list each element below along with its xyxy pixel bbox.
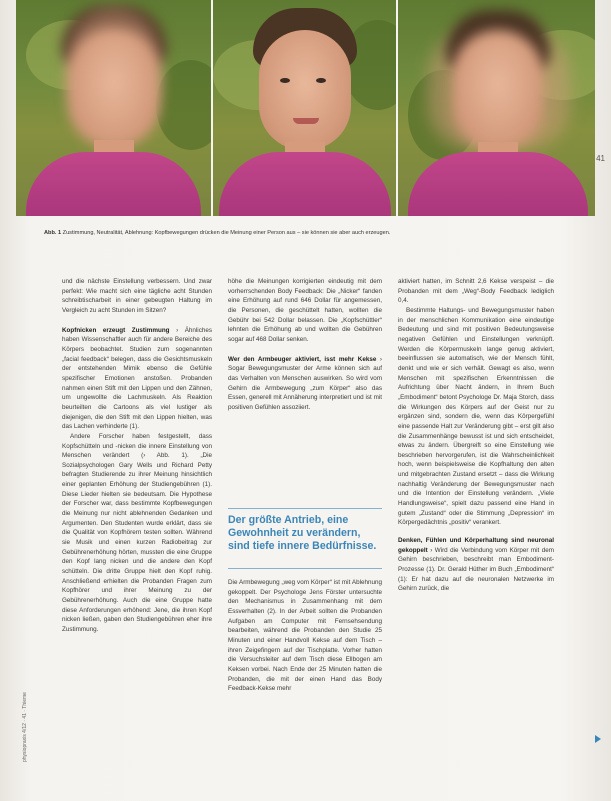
- caption-text: Zustimmung, Neutralität, Ablehnung: Kopfbewegungen drücken die Meinung einer Person aus – sie können sie aber auch erzeugen.: [62, 230, 391, 236]
- photo-nodding: [16, 0, 211, 216]
- pullquote-rule-top: [228, 508, 382, 509]
- col2-paragraph-3: Die Armbewegung „weg vom Körper“ ist mit Ablehnung gekoppelt. Der Psychologe Jens Förster untersuchte den Mechanismus in Zusammenhang mit dem Essverhalten (2). In der Arbeit sollten die Probanden Aufgaben am Computer mit Fernsehsendung bearbeiten, während die Probanden den Studie 25 Minuten und einer Handvoll Kekse auf dem Tisch – ihren Zeigefingern auf der Tischplatte. Vorher hatten die Versuchsleiter auf dem Tisch diese Ellbogen am Keksen vorbei. Nach Ende der 25 Minuten hatten die Probanden, die mit der einen Hand das Body Feedback-Kekse mehr: [228, 579, 382, 693]
- col2-paragraph-1: höhe die Meinungen korrigierten eindeutig mit dem vorherrschenden Body Feedback: Die „Nicker“ fanden eine Erhöhung auf rund 646 Dollar für angemessen, die Personen, die geschüttelt hatten, wollten die Gebühr bei 542 Dollar belassen. Die „Kopfschüttler“ lehnten die Erhöhung ab und wollten die Gebühren sogar auf 468 Dollar senken.: [228, 278, 382, 343]
- col2-paragraph-2: › Sogar Bewegungsmuster der Arme können sich auf das Verhalten von Menschen auswirken. So wird vom Gehirn die Armbewegung „zum Körper“ also das Essen, generell mit Annäherung interpretiert und ist mit positiven Gefühlen assoziiert.: [228, 355, 383, 411]
- side-credit: physiopraxis 4/12 · 41 · Thieme: [22, 692, 28, 762]
- page-number: 41: [596, 154, 605, 163]
- continue-arrow-icon: [595, 735, 601, 743]
- photo-neutral: [213, 0, 396, 216]
- text-column-2: [228, 277, 382, 413]
- col3-heading: Denken, Fühlen und Körperhaltung sind neuronal gekoppelt: [398, 537, 554, 554]
- caption-label: Abb. 1: [44, 230, 62, 236]
- pull-quote: Der größte Antrieb, eine Gewohnheit zu verändern, sind tiefe innere Bedürfnisse.: [228, 514, 377, 552]
- col3-paragraph-3: › Wird die Verbindung vom Körper mit dem Gehirn beschrieben, beschreibt man Embodiment-Prozesse (1). Dr. Gerald Hüther im Buch „Embodiment“ (1): Er hat dazu auf die neuronalen Netzwerke im Gehirn zurück, die: [398, 546, 554, 593]
- photo-shaking: [398, 0, 595, 216]
- pullquote-rule-bottom: [228, 568, 382, 569]
- col2-heading: Wer den Armbeuger aktiviert, isst mehr Kekse: [228, 355, 377, 363]
- col1-paragraph-3: Andere Forscher haben festgestellt, dass Kopfschütteln und -nicken die innere Einstellung von Menschen verändert (› Abb. 1). „Die Sozialpsychologen Gary Wells und Richard Petty befragten Studierende zu ihrer Meinung hinsichtlich einer geplanten Erhöhung der Studiengebühren (1). Diese Lieder hielten sie bedeutsam. Die Hypothese der Forscher war, dass bestimmte Kopfbewegungen die Meinung nur nicht ablehnenden Gedanken und Argumenten. Den Studenten wurde erklärt, dass sie die Qualität von Kopfhörern testen sollten. Während sie Musik und einen kurzen Radiobeitrag zur Gebührenerhöhung hörten, mussten die eine Gruppe den Kopf lang nicken und die andere den Kopf schütteln. Die dritte Gruppe hielt den Kopf ruhig. Anschließend erhielten die Probanden Fragen zum Kopfhörer und ihrer Meinung zu der Gebührenerhöhung. Auch die eine Gruppe hatte diese Anforderungen erhöhend: Jene, die ihren Kopf nicken ließen, gaben den Studiengebühren eher ihre Zustimmung.: [62, 432, 212, 633]
- col1-paragraph-2: › Ähnliches haben Wissenschaftler auch für andere Bereiche des Körpers beobachtet. Studien zum sogenannten „facial feedback“ belegen, dass die Gesichtsmuskeln der entstehenden Mimik ebenso die Gefühle spezifischer Emotionen anstoßen. Probanden nahmen einen Stift mit den Lippen und den Zähnen, um ungewollte die Lachmuskeln. Als Reaktion beurteilten die Cartoons als viel lustiger als diejenigen, die den Stift mit den Lippen hielten, was das Lachen verhinderte (1).: [62, 326, 212, 431]
- col1-heading: Kopfnicken erzeugt Zustimmung: [62, 326, 170, 334]
- col3-paragraph-1: aktiviert hatten, im Schnitt 2,6 Kekse verspeist – die Probanden mit dem „Weg“-Body Feedback lediglich 0,4.: [398, 278, 554, 305]
- figure-caption: [44, 229, 584, 237]
- text-column-3: [398, 277, 554, 594]
- text-column-1: [62, 277, 212, 635]
- text-column-2-lower: [228, 578, 382, 694]
- col3-paragraph-2: Bestimmte Haltungs- und Bewegungsmuster haben in der menschlichen Kommunikation eine eindeutige Bedeutung und sind mit positiven Bedeutungsweise negativen Gefühlen und Einstellungen verknüpft. Werden die Körpermuskeln lange genug aktiviert, beeinflussen sie automatisch, wie der Mensch fühlt, denkt und wie er sich verhält. Gewagt es also, wenn Menschen mit spezifischen Erkenntnissen die Aufrichtung über Nacht ändern, in Ihrem Buch „Embodiment“ betont Psychologe Dr. Maja Storch, dass die Wirkungen des Körpers auf der Geist nur zu ergänzen sind, sondern die, wenn das Körpergefühl eine passende Halt zur Veränderung gibt – erst gilt also die Zusammenhänge bewusst ist und sich entscheidet, etwas zu ändern. Übergreift so eine Einstellung wie beschrieben hervorgerufen, ist die Wahrscheinlichkeit hoch, wenn beispielsweise die Kopfhaltung den alten und mitgebrachten Zustand ersetzt – dass die Wirkung nachhaltig Veränderung der Bewegungsmuster nach und die Intention der Einstellung verändern. „Viele Handlungsweise“, spielt dazu passend eine Hand in gutem „Zustand“ oder die Stimmung „Depression“ im Körpergedächtnis „positiv“ verankert.: [398, 306, 554, 527]
- col1-paragraph-1: und die nächste Einstellung verbessern. Und zwar perfekt: Wie macht sich eine tägliche acht Stunden schreibtischarbeit in einer gebeugten Haltung im Vergleich zu acht Stunden im Sitzen?: [62, 278, 212, 314]
